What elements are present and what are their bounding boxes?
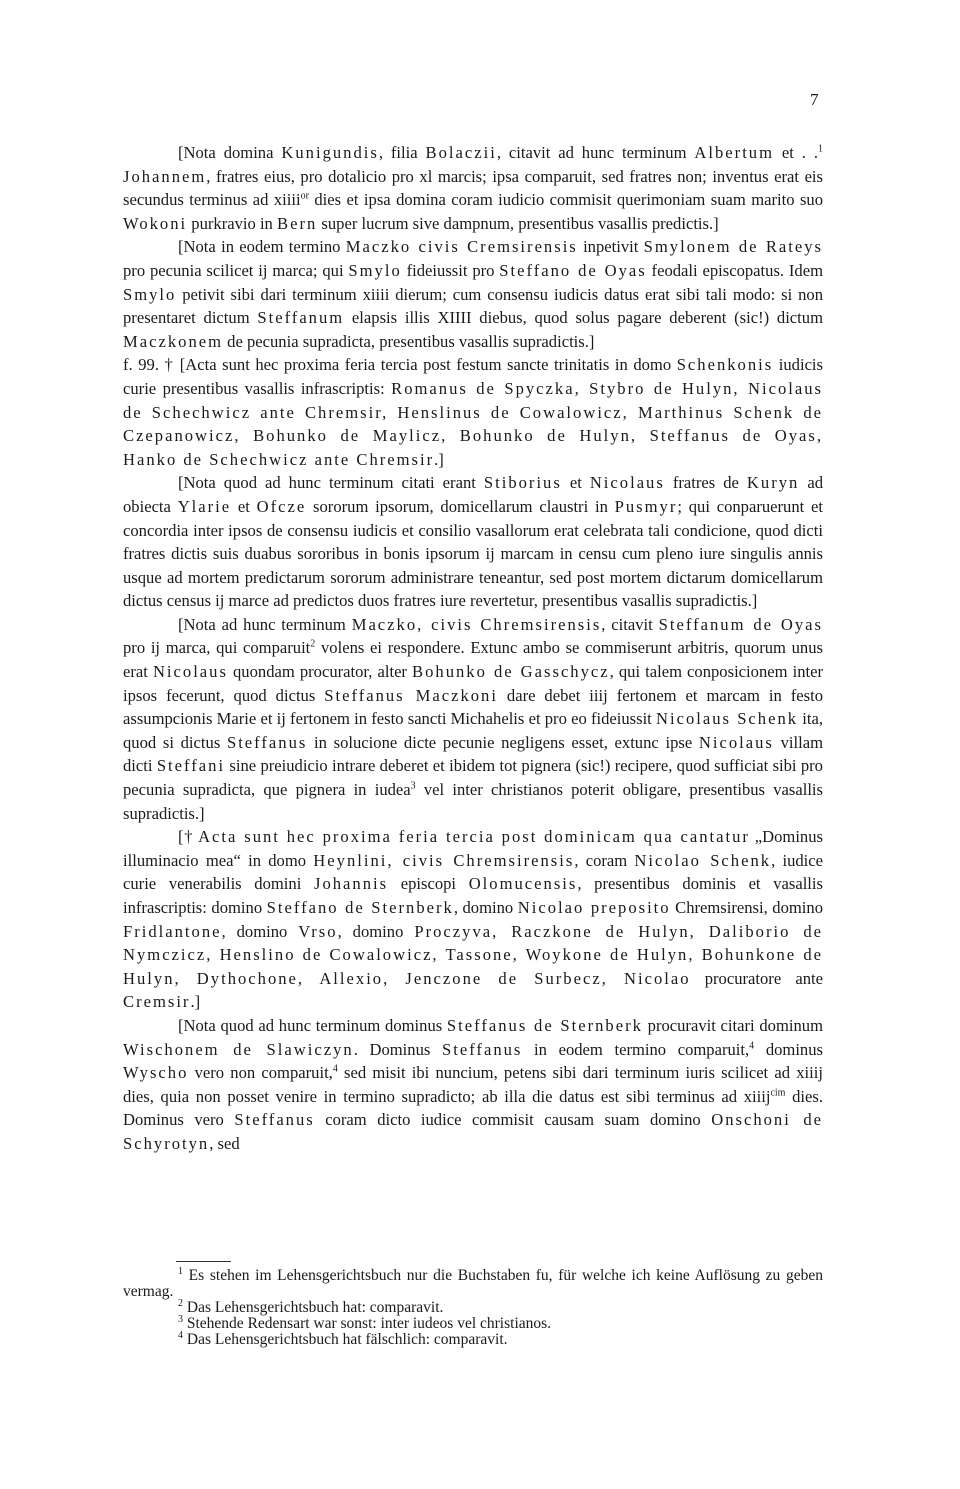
text-run: sororum ipsorum, domicellarum claustri in bbox=[306, 496, 615, 516]
page-number: 7 bbox=[810, 90, 819, 109]
text-run: . Dominus bbox=[353, 1039, 442, 1059]
footnote-ref: cim bbox=[770, 1087, 786, 1099]
footnote-marker: 2 bbox=[178, 1297, 183, 1309]
text-run: Ylarie bbox=[177, 496, 232, 516]
text-run: Johannem bbox=[123, 166, 207, 186]
text-run: , filia bbox=[378, 143, 426, 162]
text-run: Steffanum de Oyas bbox=[658, 614, 823, 634]
text-run: feodali episcopatus. Idem bbox=[646, 260, 824, 280]
footnote-ref: 4 bbox=[749, 1040, 755, 1052]
text-run: , domino bbox=[337, 921, 415, 941]
text-run: Nicolaus bbox=[589, 473, 665, 493]
text-run: sine preiudicio intrare deberet et ibidem tot pignera (sic!) recipere, quod sufficiat sibi pro pecunia supradicta, que pignera in iudea bbox=[123, 756, 823, 800]
text-run: [Nota ad hunc terminum bbox=[178, 614, 352, 634]
text-run: .] bbox=[190, 992, 201, 1012]
text-run: Steffanus Maczkoni bbox=[324, 685, 498, 705]
text-run: iudicis curie presentibus vasallis infrascriptis: bbox=[123, 355, 823, 398]
text-run: Olomucensis bbox=[468, 874, 578, 894]
paragraph bbox=[123, 141, 823, 235]
text-run: Heynlini, civis Chremsirensis bbox=[313, 850, 575, 870]
text-run: et bbox=[231, 496, 257, 516]
footnote bbox=[123, 1265, 823, 1300]
footnote-marker: 1 bbox=[178, 1265, 183, 1277]
text-run: Steffanus de Sternberk bbox=[446, 1015, 643, 1035]
text-run: Schenkonis bbox=[676, 355, 774, 375]
text-run: Smylo bbox=[348, 260, 402, 280]
text-run: purkravio in bbox=[187, 213, 278, 233]
text-run: Steffani bbox=[156, 756, 226, 776]
text-run: villam dicti bbox=[123, 732, 823, 776]
text-run: Smylo bbox=[123, 284, 177, 304]
footnote-text: Das Lehensgerichtsbuch hat: comparavit. bbox=[183, 1299, 444, 1316]
paragraph bbox=[123, 1014, 823, 1156]
text-run: Proczyva, Raczkone de Hulyn, Daliborio de Nymczicz, Henslino de Cowalowicz, Tassone, Woykone de Hulyn, Bohunkone de Hulyn, Dythochone, Allexio, Jenczone de Surbecz, Nicolao bbox=[123, 921, 824, 988]
text-run: volens ei respondere. Extunc ambo se commiserunt arbitris, quorum unus erat bbox=[123, 638, 823, 682]
text-run: Nicolao Schenk bbox=[634, 850, 772, 870]
footnote-ref: 2 bbox=[310, 638, 316, 650]
footnote-ref: or bbox=[300, 190, 309, 202]
paragraph bbox=[123, 825, 823, 1014]
text-run: Acta sunt hec proxima feria tercia post dominicam qua cantatur bbox=[198, 827, 750, 847]
text-run: Steffano de Sternberk bbox=[266, 898, 454, 917]
text-run: dies. Dominus vero bbox=[123, 1086, 823, 1130]
text-run: „Dominus illuminacio mea“ in domo bbox=[123, 827, 823, 870]
text-run: Steffanus bbox=[226, 732, 308, 752]
text-run: Wyscho bbox=[123, 1063, 189, 1083]
text-run: elapsis illis XIIII diebus, quod solus pagare deberent (sic!) dictum bbox=[344, 308, 823, 328]
text-run: Steffanus bbox=[234, 1110, 315, 1130]
text-run: sed misit ibi nuncium, petens sibi dari terminum iuris scilicet ad xiiij dies, quia non posset venire in termino supradicto; ab illa die datus est sibi terminus ad xiiij bbox=[123, 1063, 823, 1106]
text-run: , sed bbox=[209, 1133, 240, 1153]
text-run: inpetivit bbox=[577, 237, 644, 257]
text-run: , citavit ad hunc terminum bbox=[496, 143, 695, 162]
text-run: episcopi bbox=[388, 874, 469, 894]
text-run: Kunigundis bbox=[281, 143, 379, 162]
text-run: , presentibus dominis et vasallis infrascriptis: domino bbox=[123, 874, 823, 917]
text-run: Johannis bbox=[313, 874, 389, 894]
text-run: [Nota domina bbox=[178, 143, 282, 162]
text-run: Stiborius bbox=[483, 473, 562, 493]
text-run: coram dicto iudice commisit causam suam domino bbox=[314, 1110, 712, 1130]
footnote bbox=[123, 1297, 823, 1316]
text-run: super lucrum sive dampnum, presentibus vasallis predictis.] bbox=[317, 213, 719, 233]
text-run: dies et ipsa domina coram iudicio commisit querimoniam suam marito suo bbox=[308, 190, 824, 210]
text-run: , iudice curie venerabilis domini bbox=[123, 850, 824, 894]
text-run: Wischonem de Slawiczyn bbox=[123, 1039, 354, 1059]
text-run: pro ij marca, qui comparuit bbox=[123, 638, 311, 658]
text-run: Vrso bbox=[298, 921, 338, 941]
text-run: Bolaczii bbox=[425, 143, 497, 162]
text-run: Albertum bbox=[694, 143, 775, 162]
text-run: Steffanus bbox=[442, 1039, 523, 1059]
text-run: Bern bbox=[277, 213, 318, 233]
text-run: , citavit bbox=[601, 614, 659, 634]
text-run: vel inter christianos poterit obligare, presentibus vasallis supradictis.] bbox=[123, 780, 824, 823]
text-run: Ofcze bbox=[256, 496, 307, 516]
text-run: [† bbox=[178, 827, 199, 847]
text-run: Smylonem de Rateys bbox=[643, 237, 823, 257]
footnote-text: Das Lehensgerichtsbuch hat fälschlich: comparavit. bbox=[183, 1331, 508, 1348]
paragraph bbox=[123, 613, 823, 825]
footnote-ref: 4 bbox=[332, 1063, 338, 1075]
footnote-ref: 3 bbox=[410, 780, 416, 792]
text-run: Maczkonem bbox=[123, 331, 224, 351]
paragraph bbox=[123, 353, 823, 471]
text-run: [Nota in eodem termino bbox=[178, 237, 346, 257]
text-run: Kuryn bbox=[746, 473, 800, 493]
text-run: in solucione dicte pecunie negligens esset, extunc ipse bbox=[307, 732, 699, 752]
text-run: Steffanum bbox=[257, 308, 345, 328]
text-run: in eodem termino comparuit, bbox=[522, 1039, 750, 1059]
text-run: Nicolaus bbox=[698, 732, 774, 752]
text-run: .] bbox=[434, 449, 444, 469]
footnote bbox=[123, 1329, 823, 1348]
text-run: Nicolaus Schenk bbox=[656, 709, 799, 729]
text-run: Nicolao preposito bbox=[517, 898, 671, 917]
paragraph bbox=[123, 235, 823, 353]
text-run: et bbox=[561, 473, 590, 493]
text-run: Pusmyr bbox=[614, 496, 678, 516]
text-run: fratres de bbox=[664, 473, 747, 493]
footnote bbox=[123, 1313, 823, 1332]
text-run: procuratore ante bbox=[690, 968, 824, 988]
text-run: Chremsirensi, domino bbox=[670, 898, 824, 917]
footnote-marker: 3 bbox=[178, 1313, 183, 1325]
text-run: Bohunko de Gasschycz bbox=[412, 662, 610, 682]
footnotes bbox=[123, 1265, 823, 1348]
text-run: ad obiecta bbox=[123, 473, 824, 516]
text-run: ; qui conparuerunt et concordia inter ipsos de consensu iudicis et consilio vasallorum erat celebrata tali condicione, quod dicti fratres dictis suis duabus sororibus in bonis ipsorum ij marcam in censu cum pleno iure singulis annis usque ad mortem predictarum sororum administrare teneantur, sed post mortem dictarum domicellarum dictus census ij marce ad predictos duos fratres iure revertetur, presentibus vasallis supradictis.] bbox=[123, 496, 823, 611]
text-run: Fridlantone bbox=[123, 921, 222, 941]
text-run: de pecunia supradicta, presentibus vasallis supradictis.] bbox=[223, 331, 595, 351]
text-run: quondam procurator, alter bbox=[227, 662, 413, 682]
text-run: , coram bbox=[574, 850, 635, 870]
text-run: et . . bbox=[774, 143, 819, 162]
text-run: Wokoni bbox=[123, 213, 188, 233]
footnote-text: Es stehen im Lehensgerichtsbuch nur die Buchstaben fu, für welche ich keine Auflösung zu geben vermag. bbox=[123, 1267, 823, 1300]
text-run: Steffano de Oyas bbox=[499, 260, 647, 280]
text-run: petivit sibi dari terminum xiiii dierum; cum consensu iudicis datus erat sibi tali modo: si non presentaret dictum bbox=[123, 284, 823, 328]
text-run: , domino bbox=[453, 898, 518, 917]
text-run: ita, quod si dictus bbox=[123, 709, 824, 752]
text-run: dare debet iiij fertonem et marcam in festo assumpcionis Marie et ij fertonem in festo sancti Michahelis et pro eo fideiussit bbox=[123, 685, 823, 729]
text-run: f. 99. † [Acta sunt hec proxima feria tercia post festum sancte trinitatis in domo bbox=[123, 355, 677, 375]
footnote-text: Stehende Redensart war sonst: inter iudeos vel christianos. bbox=[183, 1315, 552, 1332]
text-run: pro pecunia scilicet ij marca; qui bbox=[123, 260, 349, 280]
paragraph bbox=[123, 471, 823, 613]
main-text bbox=[123, 141, 823, 1156]
footnote-ref: 1 bbox=[818, 143, 824, 155]
text-run: Maczko civis Cremsirensis bbox=[345, 237, 578, 257]
text-run: Nicolaus bbox=[152, 662, 228, 682]
text-run: Cremsir bbox=[123, 992, 191, 1012]
text-run: vero non comparuit, bbox=[188, 1063, 333, 1083]
text-run: dominus bbox=[754, 1039, 823, 1059]
text-run: Romanus de Spyczka, Stybro de Hulyn, Nicolaus de Schechwicz ante Chremsir, Henslinus de Cowalowicz, Marthinus Schenk de Czepanowicz, Bohunko de Maylicz, Bohunko de Hulyn, Steffanus de Oyas, Hanko de Schechwicz ante Chremsir bbox=[123, 378, 824, 469]
text-run: , domino bbox=[221, 921, 299, 941]
text-run: procuravit citari dominum bbox=[642, 1015, 823, 1035]
footnote-divider bbox=[176, 1261, 231, 1262]
text-run: fideiussit pro bbox=[401, 260, 500, 280]
text-run: , qui talem conposicionem inter ipsos fecerunt, quod dictus bbox=[123, 662, 823, 705]
text-run: [Nota quod ad hunc terminum dominus bbox=[178, 1015, 447, 1035]
text-run: [Nota quod ad hunc terminum citati erant bbox=[178, 473, 484, 493]
text-run: Onschoni de Schyrotyn bbox=[123, 1110, 824, 1153]
text-run: Maczko, civis Chremsirensis bbox=[351, 614, 602, 634]
text-run: , fratres eius, pro dotalicio pro xl marcis; ipsa comparuit, sed fratres non; inventus erat eis secundus terminus ad xiiii bbox=[123, 166, 823, 210]
footnote-marker: 4 bbox=[178, 1329, 183, 1341]
